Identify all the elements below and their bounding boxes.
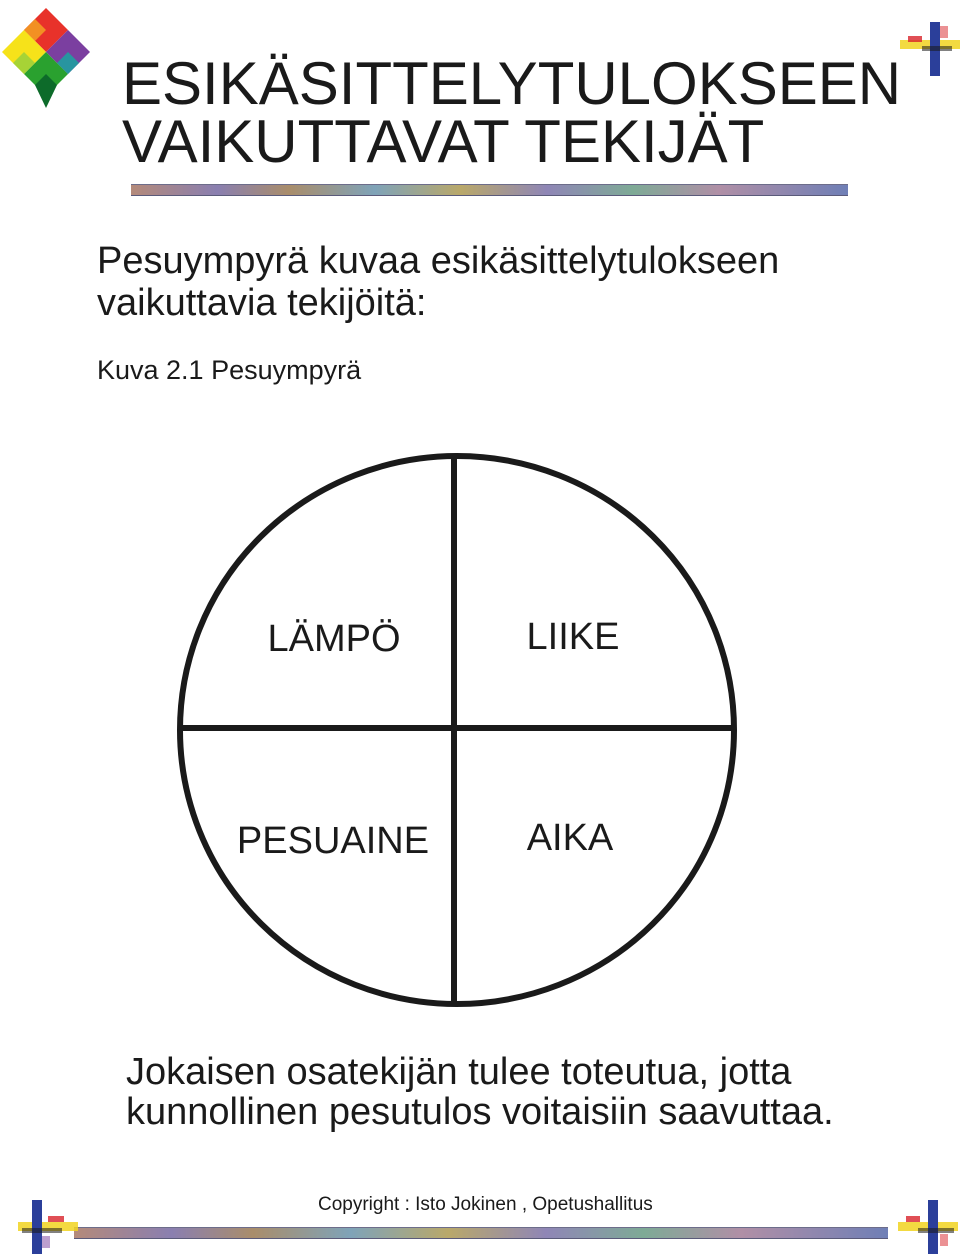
quadrant-label-detergent: PESUAINE [236, 820, 430, 862]
copyright-text: Copyright : Isto Jokinen , Opetushallitus [318, 1194, 653, 1215]
page-title-line-2: VAIKUTTAVAT TEKIJÄT [122, 108, 765, 175]
washing-circle-diagram [170, 445, 750, 1015]
note-text-line-2: kunnollinen pesutulos voitaisiin saavuttaa. [126, 1091, 834, 1133]
quadrant-label-motion: LIIKE [526, 616, 620, 658]
intro-text-line-2: vaikuttavia tekijöitä: [97, 282, 427, 324]
title-underline-rule [131, 184, 848, 196]
color-cross-mark-icon [900, 20, 960, 76]
quadrant-label-time: AIKA [526, 817, 614, 859]
color-cross-mark-icon [18, 1198, 78, 1254]
page-title-line-1: ESIKÄSITTELYTULOKSEEN [122, 50, 902, 117]
note-text-line-1: Jokaisen osatekijän tulee toteutua, jotta [126, 1051, 792, 1093]
color-diamond-logo [2, 4, 90, 108]
quadrant-label-heat: LÄMPÖ [267, 618, 401, 660]
color-cross-mark-icon [898, 1198, 958, 1254]
figure-caption: Kuva 2.1 Pesuympyrä [97, 355, 362, 385]
footer-rule [74, 1227, 888, 1239]
intro-text-line-1: Pesuympyrä kuvaa esikäsittelytulokseen [97, 240, 780, 282]
